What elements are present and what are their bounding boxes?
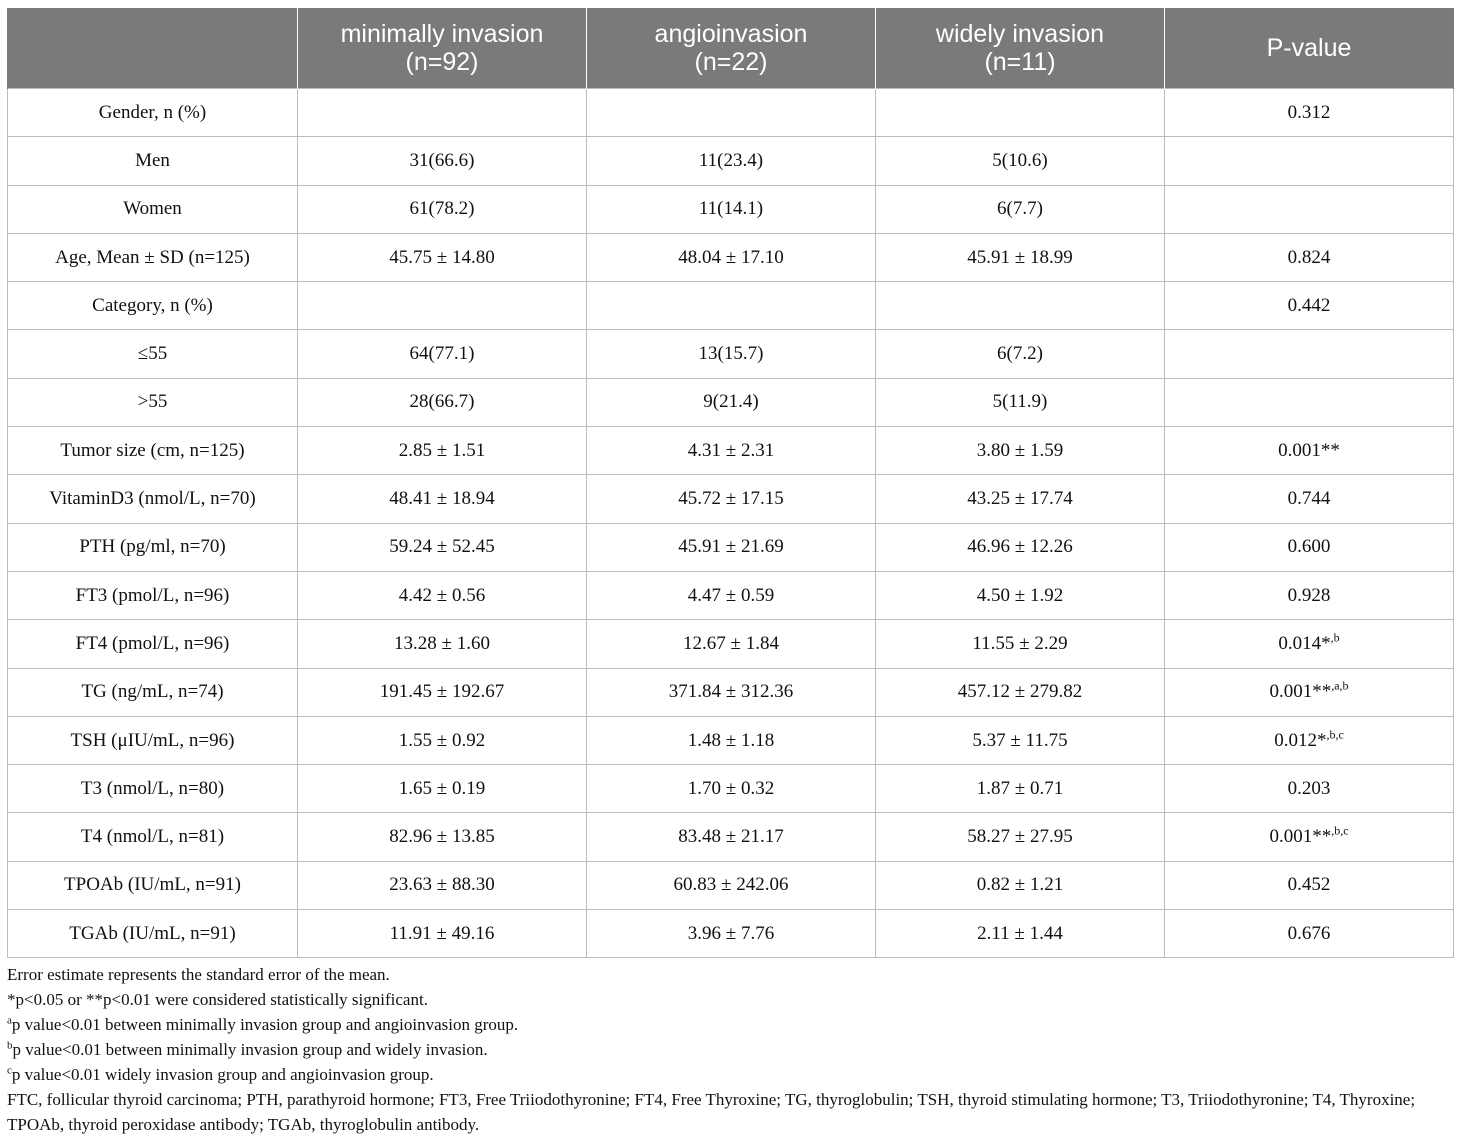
widely-invasion-cell — [876, 620, 1165, 668]
widely-invasion-cell — [876, 89, 1165, 137]
cell-text: 11.91 ± 49.16 — [389, 922, 495, 944]
cell-text: ≤55 — [137, 343, 168, 365]
row-label-cell — [8, 137, 298, 185]
minimally-invasion-cell — [298, 137, 587, 185]
cell-text: 48.41 ± 18.94 — [389, 488, 495, 510]
table-row — [8, 427, 1454, 475]
header-line-1: widely invasion — [935, 20, 1105, 48]
minimally-invasion-cell — [298, 427, 587, 475]
row-label-cell — [8, 765, 298, 813]
widely-invasion-cell — [876, 233, 1165, 281]
cell-text: Men — [135, 149, 170, 171]
minimally-invasion-cell — [298, 185, 587, 233]
table-row — [8, 910, 1454, 958]
header-p-value — [1165, 8, 1454, 89]
minimally-invasion-cell — [298, 571, 587, 619]
results-table — [7, 8, 1454, 958]
cell-text: T4 (nmol/L, n=81) — [80, 826, 225, 848]
minimally-invasion-cell — [298, 475, 587, 523]
cell-text: 28(66.7) — [409, 391, 475, 413]
angioinvasion-cell — [587, 137, 876, 185]
cell-text: 9(21.4) — [703, 391, 759, 413]
cell-text: 45.75 ± 14.80 — [389, 246, 495, 268]
angioinvasion-cell — [587, 89, 876, 137]
p-value-cell — [1165, 620, 1454, 668]
cell-text: 31(66.6) — [409, 149, 475, 171]
minimally-invasion-cell — [298, 523, 587, 571]
table-row — [8, 330, 1454, 378]
widely-invasion-cell — [876, 813, 1165, 861]
row-label-cell — [8, 620, 298, 668]
footnote-text: FTC, follicular thyroid carcinoma; PTH, parathyroid hormone; FT3, Free Triiodothyronine; FT4, Free Thyroxine; TG, thyroglobulin; TSH, thyroid stimulating hormone; T3, Triiodothyronine; T4, Thyroxine; TPOAb, thyroid peroxidase antibody; TGAb, thyroglobulin antibody. — [7, 1090, 1416, 1134]
cell-text: 0.001** — [1269, 826, 1332, 848]
angioinvasion-cell — [587, 716, 876, 764]
cell-text: 371.84 ± 312.36 — [668, 681, 794, 703]
table-row — [8, 813, 1454, 861]
row-label-cell — [8, 571, 298, 619]
minimally-invasion-cell — [298, 910, 587, 958]
table-row — [8, 378, 1454, 426]
row-label-cell — [8, 233, 298, 281]
cell-text: 0.82 ± 1.21 — [976, 874, 1064, 896]
angioinvasion-cell — [587, 765, 876, 813]
angioinvasion-cell — [587, 620, 876, 668]
footnote — [7, 1012, 1457, 1037]
p-value-cell — [1165, 185, 1454, 233]
cell-text: 12.67 ± 1.84 — [683, 632, 779, 654]
significance-superscript: ,a,b — [1331, 678, 1349, 693]
p-value-cell — [1165, 475, 1454, 523]
cell-text: 0.014* — [1278, 632, 1331, 654]
table-footnotes — [7, 962, 1457, 1137]
header-line-2: (n=92) — [405, 48, 479, 76]
significance-superscript: ,b,c — [1331, 823, 1349, 838]
minimally-invasion-cell — [298, 813, 587, 861]
cell-text: TG (ng/mL, n=74) — [81, 681, 224, 703]
p-value-cell — [1165, 282, 1454, 330]
cell-text: 1.55 ± 0.92 — [398, 729, 486, 751]
cell-text: 1.70 ± 0.32 — [687, 777, 775, 799]
footnote — [7, 1062, 1457, 1087]
cell-text: 3.96 ± 7.76 — [687, 922, 775, 944]
footnote — [7, 987, 1457, 1012]
p-value-cell — [1165, 378, 1454, 426]
p-value-cell — [1165, 765, 1454, 813]
row-label-cell — [8, 861, 298, 909]
cell-text: PTH (pg/ml, n=70) — [79, 536, 226, 558]
minimally-invasion-cell — [298, 89, 587, 137]
widely-invasion-cell — [876, 282, 1165, 330]
widely-invasion-cell — [876, 137, 1165, 185]
table-row — [8, 475, 1454, 523]
cell-text: 48.04 ± 17.10 — [678, 246, 784, 268]
minimally-invasion-cell — [298, 282, 587, 330]
angioinvasion-cell — [587, 910, 876, 958]
cell-text: 59.24 ± 52.45 — [389, 536, 495, 558]
footnote-marker: c — [7, 1064, 12, 1077]
row-label-cell — [8, 89, 298, 137]
footnote-text: *p<0.05 or **p<0.01 were considered statistically significant. — [7, 990, 428, 1009]
p-value-cell — [1165, 716, 1454, 764]
table-row — [8, 716, 1454, 764]
angioinvasion-cell — [587, 233, 876, 281]
minimally-invasion-cell — [298, 765, 587, 813]
p-value-cell — [1165, 523, 1454, 571]
row-label-cell — [8, 330, 298, 378]
cell-text: 11(14.1) — [698, 198, 764, 220]
cell-text: 2.11 ± 1.44 — [977, 922, 1063, 944]
table-row — [8, 765, 1454, 813]
cell-text: 6(7.7) — [997, 198, 1043, 220]
cell-text: 4.42 ± 0.56 — [398, 584, 486, 606]
cell-text: 0.442 — [1287, 294, 1331, 316]
row-label-cell — [8, 716, 298, 764]
row-label-cell — [8, 813, 298, 861]
minimally-invasion-cell — [298, 378, 587, 426]
cell-text: TGAb (IU/mL, n=91) — [69, 922, 236, 944]
cell-text: 61(78.2) — [409, 198, 475, 220]
cell-text: 191.45 ± 192.67 — [379, 681, 505, 703]
minimally-invasion-cell — [298, 668, 587, 716]
angioinvasion-cell — [587, 282, 876, 330]
header-widely-invasion — [876, 8, 1165, 89]
widely-invasion-cell — [876, 910, 1165, 958]
cell-text: TPOAb (IU/mL, n=91) — [64, 874, 241, 896]
table-row — [8, 185, 1454, 233]
row-label-cell — [8, 378, 298, 426]
row-label-cell — [8, 475, 298, 523]
cell-text: 23.63 ± 88.30 — [389, 874, 495, 896]
cell-text: 0.452 — [1287, 874, 1331, 896]
cell-text: 5(11.9) — [992, 391, 1048, 413]
cell-text: 0.600 — [1287, 536, 1331, 558]
cell-text: 0.001** — [1278, 439, 1340, 461]
cell-text: 45.91 ± 21.69 — [678, 536, 784, 558]
widely-invasion-cell — [876, 427, 1165, 475]
table-row — [8, 523, 1454, 571]
cell-text: 1.65 ± 0.19 — [398, 777, 486, 799]
cell-text: 83.48 ± 21.17 — [678, 826, 784, 848]
footnote-text: Error estimate represents the standard error of the mean. — [7, 965, 390, 984]
header-line-2: (n=11) — [984, 48, 1056, 76]
cell-text: FT4 (pmol/L, n=96) — [75, 632, 230, 654]
minimally-invasion-cell — [298, 861, 587, 909]
cell-text: 4.50 ± 1.92 — [976, 584, 1064, 606]
angioinvasion-cell — [587, 185, 876, 233]
footnote-marker: a — [7, 1014, 12, 1027]
angioinvasion-cell — [587, 427, 876, 475]
widely-invasion-cell — [876, 861, 1165, 909]
cell-text: Category, n (%) — [92, 294, 213, 316]
cell-text: 0.012* — [1274, 729, 1327, 751]
footnote-text: p value<0.01 between minimally invasion group and angioinvasion group. — [11, 1015, 519, 1034]
cell-text: 0.928 — [1287, 584, 1331, 606]
p-value-cell — [1165, 861, 1454, 909]
cell-text: 58.27 ± 27.95 — [967, 826, 1073, 848]
row-label-cell — [8, 910, 298, 958]
p-value-cell — [1165, 910, 1454, 958]
footnote-marker: b — [7, 1039, 13, 1052]
minimally-invasion-cell — [298, 716, 587, 764]
minimally-invasion-cell — [298, 620, 587, 668]
angioinvasion-cell — [587, 475, 876, 523]
row-label-cell — [8, 185, 298, 233]
header-blank — [8, 8, 298, 89]
angioinvasion-cell — [587, 668, 876, 716]
angioinvasion-cell — [587, 571, 876, 619]
cell-text: Age, Mean ± SD (n=125) — [55, 246, 250, 268]
widely-invasion-cell — [876, 668, 1165, 716]
cell-text: 5(10.6) — [992, 149, 1048, 171]
cell-text: 0.824 — [1287, 246, 1331, 268]
p-value-cell — [1165, 233, 1454, 281]
cell-text: 0.676 — [1287, 922, 1331, 944]
widely-invasion-cell — [876, 716, 1165, 764]
widely-invasion-cell — [876, 378, 1165, 426]
footnote-text: p value<0.01 widely invasion group and angioinvasion group. — [11, 1065, 434, 1084]
p-value-cell — [1165, 571, 1454, 619]
cell-text: 60.83 ± 242.06 — [673, 874, 789, 896]
minimally-invasion-cell — [298, 330, 587, 378]
footnote — [7, 962, 1457, 987]
cell-text: 43.25 ± 17.74 — [967, 488, 1073, 510]
significance-superscript: ,b,c — [1326, 727, 1344, 742]
table-row — [8, 571, 1454, 619]
cell-text: 457.12 ± 279.82 — [957, 681, 1083, 703]
cell-text: 13.28 ± 1.60 — [394, 632, 490, 654]
cell-text: 45.72 ± 17.15 — [678, 488, 784, 510]
widely-invasion-cell — [876, 330, 1165, 378]
cell-text: 4.31 ± 2.31 — [687, 439, 775, 461]
table-row — [8, 282, 1454, 330]
cell-text: 11(23.4) — [698, 149, 764, 171]
cell-text: 13(15.7) — [698, 343, 764, 365]
p-value-cell — [1165, 89, 1454, 137]
header-line-1: P-value — [1266, 34, 1352, 62]
row-label-cell — [8, 523, 298, 571]
table-row — [8, 233, 1454, 281]
widely-invasion-cell — [876, 475, 1165, 523]
footnote — [7, 1087, 1457, 1137]
cell-text: 0.312 — [1287, 101, 1331, 123]
p-value-cell — [1165, 668, 1454, 716]
angioinvasion-cell — [587, 378, 876, 426]
table-row — [8, 620, 1454, 668]
header-row — [8, 8, 1454, 89]
angioinvasion-cell — [587, 330, 876, 378]
results-table-container — [7, 8, 1453, 958]
cell-text: TSH (μIU/mL, n=96) — [70, 729, 235, 751]
header-line-1: angioinvasion — [654, 20, 808, 48]
header-minimally-invasion — [298, 8, 587, 89]
cell-text: 64(77.1) — [409, 343, 475, 365]
cell-text: 4.47 ± 0.59 — [687, 584, 775, 606]
cell-text: 0.744 — [1287, 488, 1331, 510]
footnote-text: p value<0.01 between minimally invasion group and widely invasion. — [12, 1040, 488, 1059]
widely-invasion-cell — [876, 571, 1165, 619]
widely-invasion-cell — [876, 765, 1165, 813]
cell-text: 5.37 ± 11.75 — [972, 729, 1068, 751]
footnote — [7, 1037, 1457, 1062]
cell-text: 11.55 ± 2.29 — [972, 632, 1068, 654]
p-value-cell — [1165, 427, 1454, 475]
row-label-cell — [8, 427, 298, 475]
cell-text: 2.85 ± 1.51 — [398, 439, 486, 461]
widely-invasion-cell — [876, 185, 1165, 233]
row-label-cell — [8, 668, 298, 716]
p-value-cell — [1165, 137, 1454, 185]
significance-superscript: ,b — [1330, 630, 1340, 645]
p-value-cell — [1165, 813, 1454, 861]
angioinvasion-cell — [587, 861, 876, 909]
cell-text: 0.001** — [1269, 681, 1332, 703]
cell-text: >55 — [137, 391, 168, 413]
widely-invasion-cell — [876, 523, 1165, 571]
cell-text: VitaminD3 (nmol/L, n=70) — [49, 488, 256, 510]
row-label-cell — [8, 282, 298, 330]
table-row — [8, 668, 1454, 716]
cell-text: T3 (nmol/L, n=80) — [80, 777, 225, 799]
cell-text: 1.48 ± 1.18 — [687, 729, 775, 751]
cell-text: 46.96 ± 12.26 — [967, 536, 1073, 558]
cell-text: 82.96 ± 13.85 — [389, 826, 495, 848]
table-row — [8, 137, 1454, 185]
cell-text: Women — [123, 198, 182, 220]
table-row — [8, 89, 1454, 137]
p-value-cell — [1165, 330, 1454, 378]
angioinvasion-cell — [587, 813, 876, 861]
table-row — [8, 861, 1454, 909]
table-header — [8, 8, 1454, 89]
header-line-2: (n=22) — [694, 48, 768, 76]
cell-text: 6(7.2) — [997, 343, 1043, 365]
minimally-invasion-cell — [298, 233, 587, 281]
cell-text: Tumor size (cm, n=125) — [60, 439, 245, 461]
cell-text: 0.203 — [1287, 777, 1331, 799]
header-angioinvasion — [587, 8, 876, 89]
cell-text: Gender, n (%) — [98, 101, 207, 123]
cell-text: 1.87 ± 0.71 — [976, 777, 1064, 799]
angioinvasion-cell — [587, 523, 876, 571]
cell-text: 3.80 ± 1.59 — [976, 439, 1064, 461]
header-line-1: minimally invasion — [340, 20, 544, 48]
table-body — [8, 89, 1454, 958]
cell-text: 45.91 ± 18.99 — [967, 246, 1073, 268]
cell-text: FT3 (pmol/L, n=96) — [75, 584, 230, 606]
